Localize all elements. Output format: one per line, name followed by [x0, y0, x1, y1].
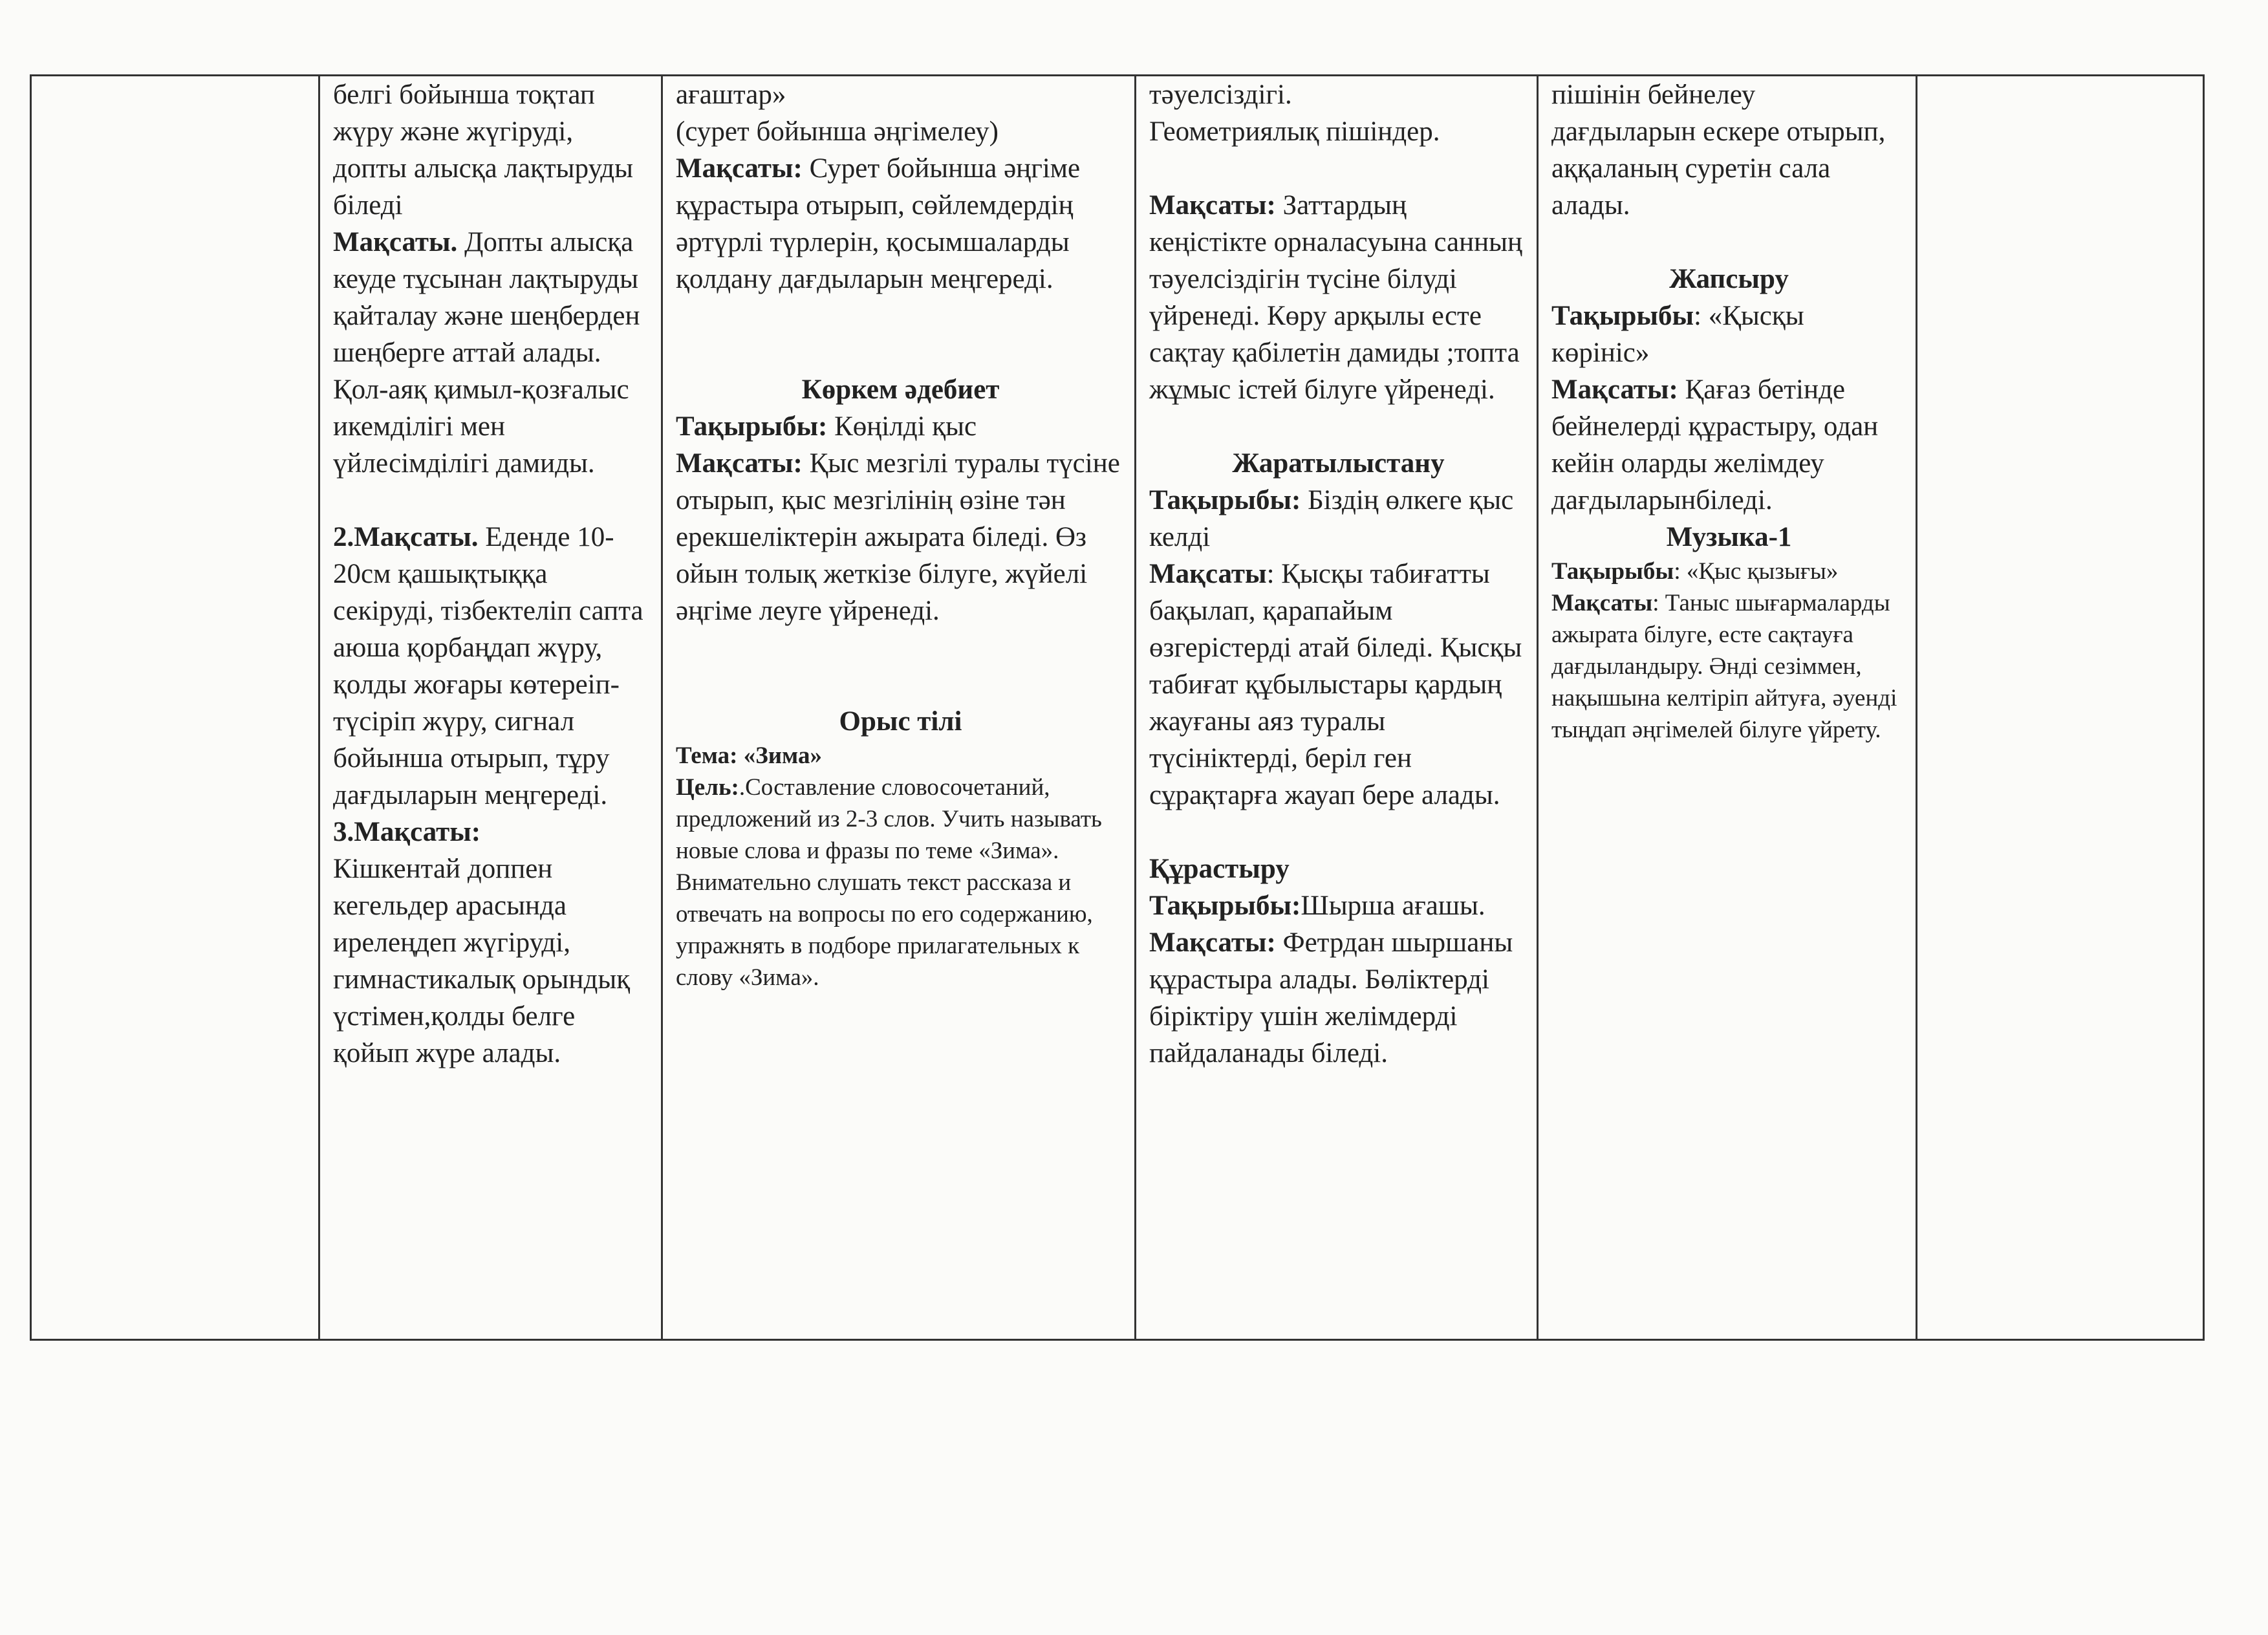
- table-row: [31, 76, 2204, 1340]
- goal-label: Мақсаты:: [676, 153, 803, 184]
- literature-heading: Көркем әдебиет: [801, 374, 1000, 405]
- music-heading: Музыка-1: [1666, 522, 1792, 552]
- goal-text: Фетрдан шыршаны құрастыра алады. Бөліктерді біріктіру үшін желімдерді пайдаланады біледі.: [1149, 927, 1513, 1068]
- nature-heading: Жаратылыстану: [1232, 448, 1445, 479]
- russian-goal: [676, 772, 1125, 993]
- goal-text: Допты алысқа кеуде тұсынан лақтыруды қайталау және шеңберден шеңберге аттай алады.: [333, 227, 640, 368]
- lang-intro: ағаштар»: [676, 80, 786, 110]
- lesson-plan-table: [30, 74, 2205, 1341]
- goal-label: Мақсаты: [1149, 559, 1267, 589]
- goal-text: : Таныс шығармаларды ажырата білуге, есте сақтауға дағдыландыру. Әнді сезіммен, нақышына келтіріп айтуға, әуенді тыңдап әңгімелей білуге үйрету.: [1551, 590, 1897, 743]
- empty-first-cell: [31, 76, 319, 1340]
- topic-text: : «Қыс қызығы»: [1674, 558, 1839, 585]
- pe-goal-1: [333, 224, 652, 371]
- goal-text: Сурет бойынша әңгіме құрастыра отырып, сөйлемдердің әртүрлі түрлерін, қосымшаларды қолдану дағдыларын меңгереді.: [676, 153, 1081, 294]
- art-intro: пішінін бейнелеу дағдыларын ескере отырып, аққаланың суретін сала алады.: [1551, 80, 1886, 221]
- goal-text: : Қысқы табиғатты бақылап, қарапайым өзгерістерді атай біледі. Қысқы табиғат құбылыстары қардың жауғаны аяз туралы түсініктерді, беріл ген сұрақтарға жауап бере алады.: [1149, 559, 1522, 810]
- lang-intro-2: (сурет бойынша әңгімелеу): [676, 116, 999, 147]
- topic-label: Тақырыбы:: [1149, 891, 1301, 921]
- goal-label: Мақсаты:: [1149, 190, 1276, 221]
- math-goal: [1149, 187, 1528, 408]
- topic-text: Біздің өлкеге қыс келді: [1149, 485, 1514, 552]
- pe-goal-2: [333, 519, 652, 814]
- topic-label: Тақырыбы: [1551, 558, 1674, 585]
- construction-heading: Құрастыру: [1149, 854, 1290, 884]
- topic-label: Тема: «Зима»: [676, 742, 823, 769]
- russian-heading: Орыс тілі: [839, 706, 962, 737]
- goal-text: Еденде 10-20см қашықтыққа секіруді, тізбектеліп сапта аюша қорбаңдап жүру, қолды жоғары көтереіп-түсіріп жүру, сигнал бойынша отырып, тұру дағдыларын меңгереді.: [333, 522, 643, 810]
- lang-goal: [676, 150, 1125, 298]
- goal-label: Мақсаты:: [1149, 927, 1276, 958]
- goal-text: Қыс мезгілі туралы түсіне отырып, қыс мезгілінің өзіне тән ерекшеліктерін ажырата біледі. Өз ойын толық жеткізе білуге, жүйелі әңгіме леуге үйренеді.: [676, 448, 1120, 626]
- goal-text: Қағаз бетінде бейнелерді құрастыру, одан кейін оларды желімдеу дағдыларынбіледі.: [1551, 374, 1879, 515]
- goal-label: Мақсаты: [1551, 590, 1653, 616]
- russian-topic: [676, 740, 1125, 772]
- goal-text: Заттардың кеңістікте орналасуына санның тәуелсіздігін түсіне білуді үйренеді. Көру арқылы есте сақтау қабілетін дамиды ;топта жұмыс істей білуге үйренеді.: [1149, 190, 1523, 405]
- goal-label: Мақсаты.: [333, 227, 458, 257]
- music-topic: [1551, 556, 1906, 587]
- math-science-cell: [1136, 76, 1538, 1340]
- empty-last-cell: [1917, 76, 2204, 1340]
- goal-label: Цель:: [676, 774, 739, 801]
- pe-intro: белгі бойынша тоқтап жүру және жүгіруді, допты алысқа лақтыруды біледі: [333, 80, 634, 221]
- literature-topic: [676, 408, 1125, 445]
- goal-label: Мақсаты:: [1551, 374, 1678, 405]
- goal-text: Кішкентай доппен кегельдер арасында ирелеңдеп жүгіруді, гимнастикалық орындық үстімен,қолды белге қойып жүре алады.: [333, 854, 631, 1068]
- art-music-cell: [1538, 76, 1917, 1340]
- math-intro: тәуелсіздігі.: [1149, 80, 1292, 110]
- nature-topic: [1149, 482, 1528, 556]
- pe-goal-3: [333, 814, 652, 1072]
- goal-label: Мақсаты:: [676, 448, 803, 479]
- goal-label: 2.Мақсаты.: [333, 522, 479, 552]
- topic-text: : «Қысқы көрініс»: [1551, 301, 1804, 368]
- applique-goal: [1551, 371, 1906, 519]
- literature-goal: [676, 445, 1125, 629]
- math-intro-2: Геометриялық пішіндер.: [1149, 116, 1440, 147]
- applique-topic: [1551, 298, 1906, 371]
- construction-topic: [1149, 887, 1528, 924]
- applique-heading: Жапсыру: [1669, 264, 1789, 294]
- topic-label: Тақырыбы:: [676, 411, 828, 442]
- topic-text: Көңілді қыс: [827, 411, 977, 442]
- music-goal: [1551, 587, 1906, 746]
- goal-label: 3.Мақсаты:: [333, 817, 481, 847]
- physical-education-cell: [319, 76, 662, 1340]
- pe-goal-1-extra: Қол-аяқ қимыл-қозғалыс икемділігі мен үйлесімділігі дамиды.: [333, 374, 629, 479]
- topic-label: Тақырыбы:: [1149, 485, 1301, 515]
- language-cell: [662, 76, 1136, 1340]
- construction-goal: [1149, 924, 1528, 1072]
- nature-goal: [1149, 556, 1528, 814]
- goal-text: .Составление словосочетаний, предложений из 2-3 слов. Учить называть новые слова и фразы по теме «Зима». Внимательно слушать текст рассказа и отвечать на вопросы по его содержанию, упражнять в подборе прилагательных к слову «Зима».: [676, 774, 1102, 991]
- topic-label: Тақырыбы: [1551, 301, 1694, 331]
- topic-text: Шырша ағашы.: [1301, 891, 1485, 921]
